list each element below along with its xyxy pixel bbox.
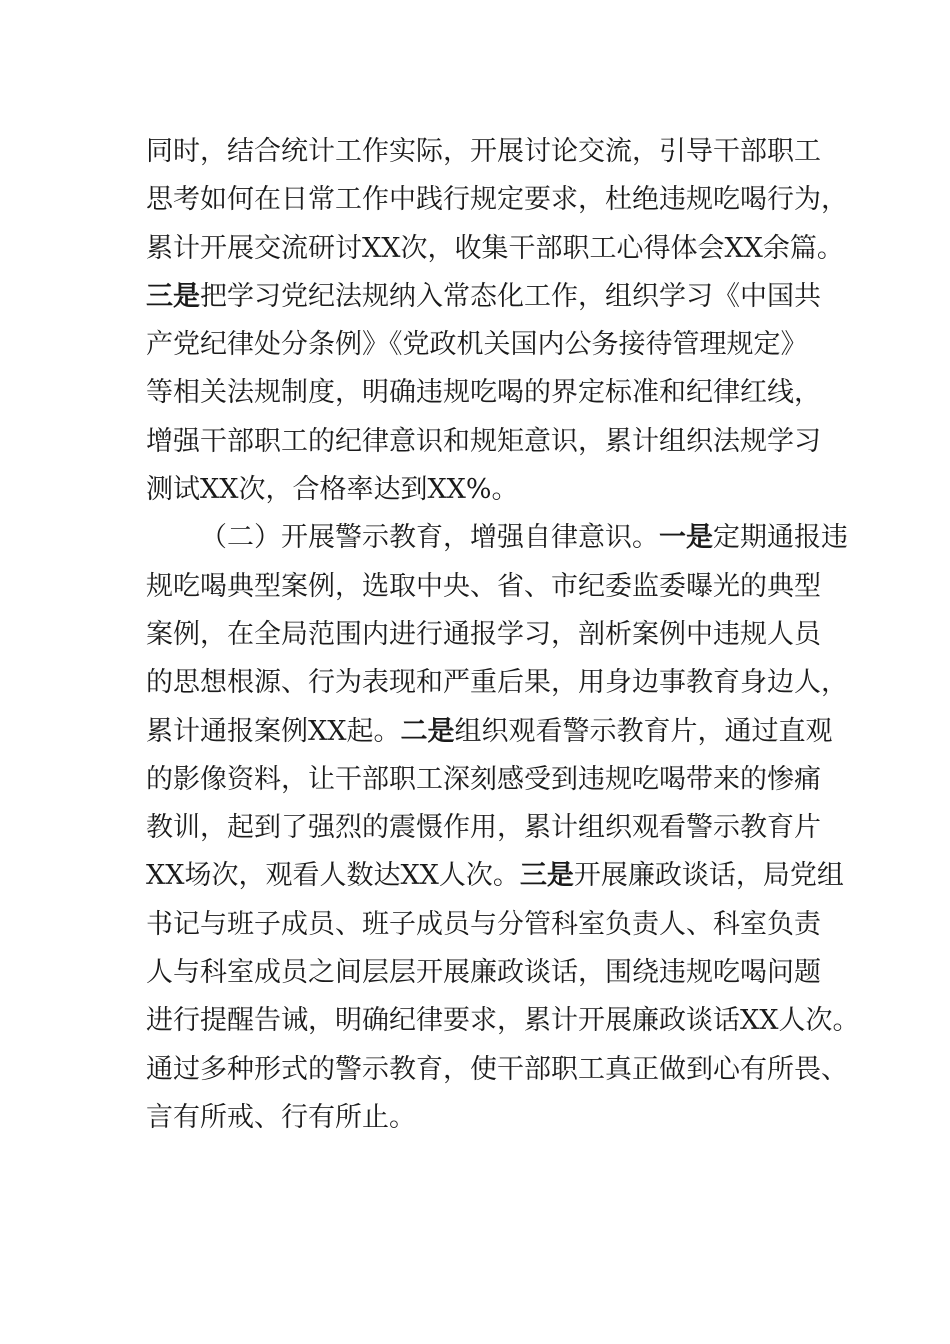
text-line — [146, 273, 846, 321]
body-text: 定期通报违 — [713, 522, 848, 554]
text-line — [146, 949, 846, 997]
body-text: 教训，起到了强烈的震慑作用，累计组织观看警示教育片 — [146, 812, 821, 844]
text-line — [146, 514, 846, 562]
body-text: 测试XX次，合格率达到XX%。 — [146, 474, 519, 506]
bold-marker-text: 三是 — [519, 860, 574, 892]
body-text: 累计开展交流研讨XX次，收集干部职工心得体会XX余篇。 — [146, 232, 844, 264]
text-line — [146, 611, 846, 659]
body-text: 通过多种形式的警示教育，使干部职工真正做到心有所畏、 — [146, 1053, 848, 1085]
text-line — [146, 563, 846, 611]
text-line — [146, 756, 846, 804]
text-line — [146, 1046, 846, 1094]
body-text: （二）开展警示教育，增强自律意识。 — [200, 522, 659, 554]
bold-marker-text: 一是 — [659, 522, 713, 554]
body-text: XX场次，观看人数达XX人次。 — [146, 860, 520, 892]
body-text: 组织观看警示教育片，通过直观 — [454, 715, 833, 747]
text-line — [146, 708, 846, 756]
body-text: 累计通报案例XX起。 — [146, 715, 401, 747]
text-line — [146, 128, 846, 176]
body-text: 的影像资料，让干部职工深刻感受到违规吃喝带来的惨痛 — [146, 763, 821, 795]
text-line — [146, 1094, 846, 1142]
body-text: 规吃喝典型案例，选取中央、省、市纪委监委曝光的典型 — [146, 570, 821, 602]
body-text: 开展廉政谈话，局党组 — [573, 860, 844, 892]
text-line — [146, 659, 846, 707]
body-text: 书记与班子成员、班子成员与分管科室负责人、科室负责 — [146, 908, 821, 940]
text-line — [146, 852, 846, 900]
body-text: 言有所戒、行有所止。 — [146, 1101, 416, 1133]
body-text: 思考如何在日常工作中践行规定要求，杜绝违规吃喝行为， — [146, 184, 848, 216]
body-text: 的思想根源、行为表现和严重后果，用身边事教育身边人， — [146, 667, 848, 699]
text-line — [146, 804, 846, 852]
body-text: 增强干部职工的纪律意识和规矩意识，累计组织法规学习 — [146, 425, 821, 457]
text-line — [146, 418, 846, 466]
body-text: 产党纪律处分条例》《党政机关国内公务接待管理规定》 — [146, 329, 808, 361]
text-line — [146, 901, 846, 949]
bold-marker-text: 三是 — [146, 280, 200, 312]
text-line — [146, 466, 846, 514]
body-text: 案例，在全局范围内进行通报学习，剖析案例中违规人员 — [146, 618, 821, 650]
body-text: 人与科室成员之间层层开展廉政谈话，围绕违规吃喝问题 — [146, 957, 821, 989]
body-text: 同时，结合统计工作实际，开展讨论交流，引导干部职工 — [146, 136, 821, 167]
body-text: 进行提醒告诫，明确纪律要求，累计开展廉政谈话XX人次。 — [146, 1005, 860, 1037]
document-body — [146, 128, 860, 1142]
body-text: 等相关法规制度，明确违规吃喝的界定标准和纪律红线， — [146, 377, 821, 409]
text-line — [146, 176, 846, 224]
body-text: 把学习党纪法规纳入常态化工作，组织学习《中国共 — [200, 280, 821, 312]
text-line — [146, 997, 860, 1045]
text-line — [146, 369, 846, 417]
text-line — [146, 321, 846, 369]
bold-marker-text: 二是 — [400, 715, 455, 747]
text-line — [146, 225, 846, 273]
